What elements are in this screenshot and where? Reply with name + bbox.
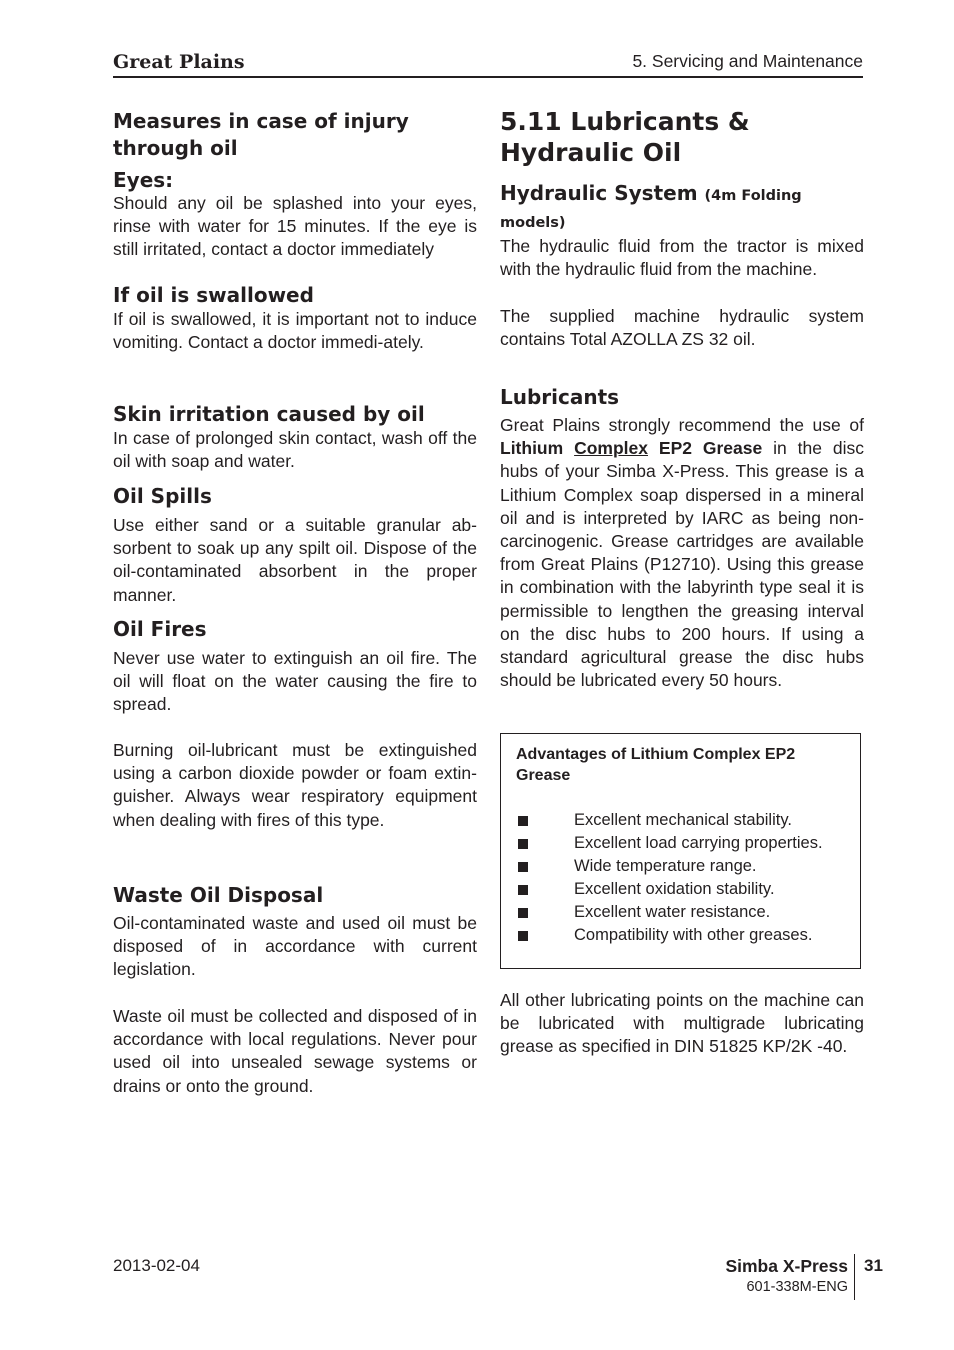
eyes-text: Should any oil be splashed into your eyes, rinse with water for 15 minutes. If the eye is still irritated, contact a doctor immediately — [113, 193, 477, 260]
skin-heading: Skin irritation caused by oil — [113, 402, 425, 426]
grease-name-part-1: Lithium — [500, 438, 575, 459]
bullet-square-icon — [518, 908, 528, 918]
hydraulic-text-1: The hydraulic fluid from the tractor is mixed with the hydraulic fluid from the machine. — [500, 236, 864, 280]
bullet-square-icon — [518, 816, 528, 826]
list-item-label: Compatibility with other greases. — [574, 926, 813, 944]
swallowed-heading: If oil is swallowed — [113, 283, 314, 307]
advantages-list — [516, 809, 823, 947]
list-item — [516, 878, 823, 901]
bullet-square-icon — [518, 931, 528, 941]
list-item — [516, 924, 823, 947]
waste-heading: Waste Oil Disposal — [113, 883, 324, 907]
grease-name-part-2: EP2 Grease — [648, 438, 763, 459]
bullet-square-icon — [518, 885, 528, 895]
grease-name — [500, 438, 762, 458]
eyes-heading: Eyes: — [113, 168, 174, 192]
waste-text-1: Oil-contaminated waste and used oil must be disposed of in accordance with current legislation. — [113, 913, 477, 980]
advantages-box — [500, 733, 861, 969]
hydraulic-text-2: The supplied machine hydraulic system contains Total AZOLLA ZS 32 oil. — [500, 306, 864, 350]
spills-text: Use either sand or a suitable granular ab-sorbent to soak up any spilt oil. Dispose of the oil-contaminated absorbent in the proper manner. — [113, 515, 477, 605]
lubricants-heading: Lubricants — [500, 385, 620, 409]
waste-text-2: Waste oil must be collected and disposed of in accordance with local regulations. Never pour used oil into unsealed sewage systems or drains or onto the ground. — [113, 1006, 477, 1096]
fires-text-2: Burning oil-lubricant must be extinguished using a carbon dioxide powder or foam extin-guisher. Always wear respiratory equipment when dealing with fires of this type. — [113, 740, 477, 830]
footer-product-block — [725, 1254, 855, 1300]
section-label: 5. Servicing and Maintenance — [632, 51, 863, 71]
hydraulic-heading-text: Hydraulic System — [500, 181, 698, 205]
list-item — [516, 855, 823, 878]
list-item-label: Wide temperature range. — [574, 857, 757, 875]
list-item-label: Excellent load carrying properties. — [574, 834, 823, 852]
lubricants-text-intro: Great Plains strongly recommend the use of — [500, 415, 864, 435]
brand-logo-text: Great Plains — [113, 51, 245, 73]
lubricants-text — [500, 414, 864, 692]
footer-product: Simba X-Press — [725, 1256, 848, 1276]
list-item-label: Excellent mechanical stability. — [574, 811, 792, 829]
injury-heading: Measures in case of injury through oil — [113, 109, 409, 160]
other-lubrication-text: All other lubricating points on the machine can be lubricated with multigrade lubricating grease as specified in DIN 51825 KP/2K -40. — [500, 990, 864, 1057]
swallowed-text: If oil is swallowed, it is important not to induce vomiting. Contact a doctor immedi-ately. — [113, 309, 477, 353]
advantages-title: Advantages of Lithium Complex EP2 Grease — [516, 746, 796, 784]
spills-heading: Oil Spills — [113, 484, 212, 508]
hydraulic-heading-note: (4m Folding models) — [500, 188, 802, 231]
lubricants-text-body: in the disc hubs of your Simba X-Press. This grease is a Lithium Complex soap dispersed in a mineral oil and is interpreted by IARC as being non-carcinogenic. Grease cartridges are available from Great Plains (P12710). Using this grease in combination with the labyrinth type seal it is permissible to lengthen the greasing interval on the disc hubs to 200 hours. If using a standard agricultural grease the disc hubs should be lubricated every 50 hours. — [500, 438, 865, 691]
page-header — [113, 48, 863, 78]
fires-text-1: Never use water to extinguish an oil fire. The oil will float on the water causing the fire to spread. — [113, 648, 477, 715]
list-item — [516, 901, 823, 924]
hydraulic-heading — [500, 181, 864, 235]
skin-text: In case of prolonged skin contact, wash off the oil with soap and water. — [113, 428, 477, 472]
list-item — [516, 809, 823, 832]
list-item — [516, 832, 823, 855]
fires-heading: Oil Fires — [113, 617, 207, 641]
list-item-label: Excellent water resistance. — [574, 903, 771, 921]
bullet-square-icon — [518, 862, 528, 872]
footer-date: 2013-02-04 — [113, 1256, 200, 1275]
page-number: 31 — [864, 1256, 883, 1275]
section-title: 5.11 Lubricants & Hydraulic Oil — [500, 107, 750, 167]
footer-code: 601-338M-ENG — [746, 1279, 848, 1295]
list-item-label: Excellent oxidation stability. — [574, 880, 775, 898]
bullet-square-icon — [518, 839, 528, 849]
grease-name-underlined: Complex — [574, 438, 648, 459]
